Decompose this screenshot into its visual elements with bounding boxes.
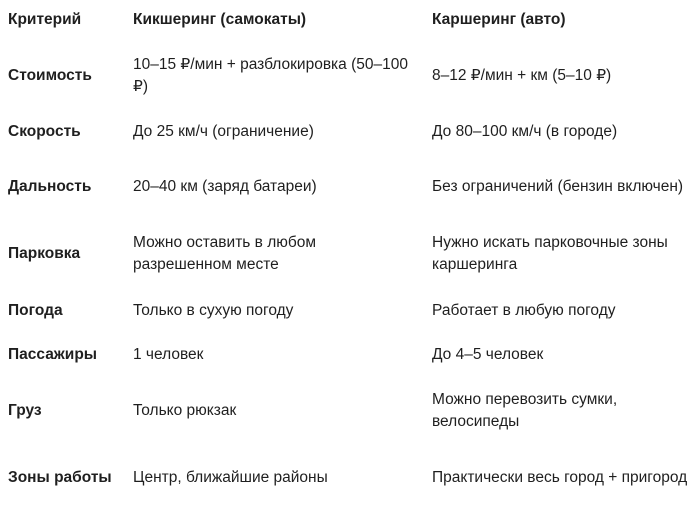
header-kicksharing: Кикшеринг (самокаты) bbox=[133, 11, 307, 28]
row-criterion: Дальность bbox=[8, 178, 92, 195]
row-criterion: Груз bbox=[8, 402, 42, 419]
row-carsharing-value: Работает в любую погоду bbox=[432, 302, 616, 319]
row-criterion: Зоны работы bbox=[8, 469, 112, 486]
row-kicksharing-value: Центр, ближайшие районы bbox=[133, 469, 328, 486]
row-kicksharing-value: Только в сухую погоду bbox=[133, 302, 294, 319]
table-row bbox=[0, 335, 696, 375]
row-carsharing-value: До 80–100 км/ч (в городе) bbox=[432, 123, 618, 140]
table-row bbox=[0, 230, 696, 278]
row-criterion: Парковка bbox=[8, 245, 81, 262]
row-carsharing-value: Нужно искать парковочные зоны каршеринга bbox=[432, 234, 668, 273]
header-criterion: Критерий bbox=[8, 11, 82, 28]
row-criterion: Погода bbox=[8, 302, 63, 319]
row-carsharing-value: До 4–5 человек bbox=[432, 346, 544, 363]
row-kicksharing-value: Можно оставить в любом разрешенном месте bbox=[133, 234, 317, 273]
row-carsharing-value: Практически весь город + пригород bbox=[432, 469, 688, 486]
row-carsharing-value: 8–12 ₽/мин + км (5–10 ₽) bbox=[432, 67, 612, 84]
table-row bbox=[0, 387, 696, 435]
table-row bbox=[0, 112, 696, 152]
table-header-row bbox=[0, 0, 696, 40]
row-carsharing-value: Можно перевозить сумки, велосипеды bbox=[432, 391, 618, 430]
row-kicksharing-value: Только рюкзак bbox=[133, 402, 237, 419]
row-criterion: Скорость bbox=[8, 123, 81, 140]
row-kicksharing-value: 1 человек bbox=[133, 346, 204, 363]
table-row bbox=[0, 291, 696, 331]
table-row bbox=[0, 163, 696, 211]
row-criterion: Стоимость bbox=[8, 67, 92, 84]
row-carsharing-value: Без ограничений (бензин включен) bbox=[432, 178, 684, 195]
table-row bbox=[0, 454, 696, 502]
table-row bbox=[0, 52, 696, 100]
row-kicksharing-value: До 25 км/ч (ограничение) bbox=[133, 123, 314, 140]
row-kicksharing-value: 10–15 ₽/мин + разблокировка (50–100 ₽) bbox=[133, 56, 408, 95]
header-carsharing: Каршеринг (авто) bbox=[432, 11, 566, 28]
row-criterion: Пассажиры bbox=[8, 346, 98, 363]
row-kicksharing-value: 20–40 км (заряд батареи) bbox=[133, 178, 317, 195]
